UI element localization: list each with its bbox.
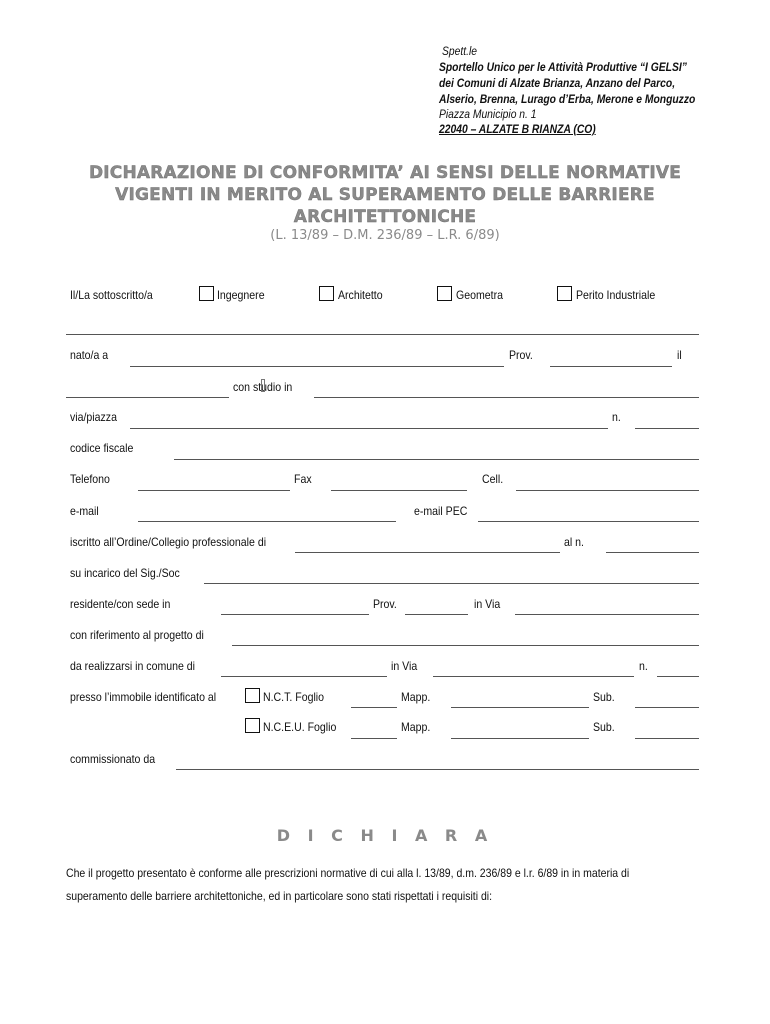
nct-foglio-field[interactable] [351, 707, 397, 708]
label-codice-fiscale: codice fiscale [70, 441, 134, 455]
checkbox-geometra[interactable] [437, 286, 452, 301]
label-prov: Prov. [509, 348, 533, 362]
checkbox-nceu[interactable] [245, 718, 260, 733]
project-field[interactable] [232, 645, 699, 646]
label-incarico: su incarico del Sig./Soc [70, 566, 180, 580]
label-nct-foglio: N.C.T. Foglio [263, 690, 325, 704]
nct-mapp-field[interactable] [451, 707, 589, 708]
email-field[interactable] [138, 521, 396, 522]
label-sub-2: Sub. [593, 720, 615, 734]
label-in-via: in Via [474, 597, 501, 611]
label-cell: Cell. [482, 472, 504, 486]
label-sottoscritto: Il/La sottoscritto/a [70, 288, 153, 302]
pec-email-field[interactable] [478, 521, 699, 522]
label-perito-industriale: Perito Industriale [576, 288, 656, 302]
project-municipality-field[interactable] [221, 676, 387, 677]
checkbox-nct[interactable] [245, 688, 260, 703]
studio-city-field[interactable] [314, 397, 699, 398]
fax-field[interactable] [331, 490, 467, 491]
address-salutation: Spett.le [442, 44, 478, 58]
label-residente: residente/con sede in [70, 597, 171, 611]
document-subtitle: (L. 13/89 – D.M. 236/89 – L.R. 6/89) [270, 228, 500, 243]
label-riferimento: con riferimento al progetto di [70, 628, 204, 642]
street-field[interactable] [130, 428, 608, 429]
commissioned-by-field[interactable] [176, 769, 699, 770]
registration-number-field[interactable] [606, 552, 699, 553]
label-prov-2: Prov. [373, 597, 397, 611]
label-sub-1: Sub. [593, 690, 615, 704]
label-mapp-2: Mapp. [401, 720, 431, 734]
label-nato-a: nato/a a [70, 348, 109, 362]
tax-code-field[interactable] [174, 459, 699, 460]
document-title-line-1: DICHARAZIONE DI CONFORMITA’ AI SENSI DELLE NORMATIVE [88, 163, 682, 183]
mobile-field[interactable] [516, 490, 699, 491]
name-field-line[interactable] [66, 334, 699, 335]
label-geometra: Geometra [456, 288, 503, 302]
label-email-pec: e-mail PEC [414, 504, 468, 518]
label-fax: Fax [294, 472, 312, 486]
label-ingegnere: Ingegnere [217, 288, 265, 302]
nct-sub-field[interactable] [635, 707, 699, 708]
label-in-via-2: in Via [391, 659, 418, 673]
birthdate-field[interactable] [66, 397, 229, 398]
address-city: 22040 – ALZATE B RIANZA (CO) [439, 122, 596, 136]
client-field[interactable] [204, 583, 699, 584]
label-architetto: Architetto [338, 288, 383, 302]
label-realizzarsi: da realizzarsi in comune di [70, 659, 196, 673]
label-al-n: al n. [564, 535, 584, 549]
label-via-piazza: via/piazza [70, 410, 117, 424]
dichiara-heading: D I C H I A R A [276, 826, 494, 845]
checkbox-perito-industriale[interactable] [557, 286, 572, 301]
nceu-sub-field[interactable] [635, 738, 699, 739]
label-telefono: Telefono [70, 472, 110, 486]
phone-field[interactable] [138, 490, 290, 491]
nceu-foglio-field[interactable] [351, 738, 397, 739]
document-title-line-2: VIGENTI IN MERITO AL SUPERAMENTO DELLE BARRIERE [115, 185, 655, 205]
project-street-field[interactable] [433, 676, 634, 677]
label-con-studio: con studio in [233, 380, 293, 394]
label-email: e-mail [70, 504, 99, 518]
label-iscritto: iscritto all’Ordine/Collegio professionale di [70, 535, 267, 549]
professional-order-field[interactable] [295, 552, 560, 553]
label-commissionato: commissionato da [70, 752, 156, 766]
label-n-2: n. [639, 659, 648, 673]
address-municipalities-2: Alserio, Brenna, Lurago d’Erba, Merone e Monguzzo [439, 92, 696, 106]
label-n: n. [612, 410, 621, 424]
declaration-paragraph-line-2: superamento delle barriere architettoniche, ed in particolare sono stati rispettati i requisiti di: [66, 889, 493, 903]
street-number-field[interactable] [635, 428, 699, 429]
birth-province-field[interactable] [550, 366, 672, 367]
label-presso: presso l’immobile identificato al [70, 690, 217, 704]
label-nceu-foglio: N.C.E.U. Foglio [263, 720, 337, 734]
checkbox-ingegnere[interactable] [199, 286, 214, 301]
residence-city-field[interactable] [221, 614, 369, 615]
label-il: il [677, 348, 682, 362]
nceu-mapp-field[interactable] [451, 738, 589, 739]
birthplace-field[interactable] [130, 366, 504, 367]
address-municipalities-1: dei Comuni di Alzate Brianza, Anzano del Parco, [439, 76, 676, 90]
checkbox-architetto[interactable] [319, 286, 334, 301]
text-cursor-marker [261, 379, 265, 392]
address-office: Sportello Unico per le Attività Produttive “I GELSI” [439, 60, 687, 74]
residence-province-field[interactable] [405, 614, 468, 615]
declaration-paragraph-line-1: Che il progetto presentato è conforme alle prescrizioni normative di cui alla l. 13/89, d.m. 236/89 e l.r. 6/89 in in materia di [66, 866, 630, 880]
address-street: Piazza Municipio n. 1 [439, 107, 537, 121]
project-number-field[interactable] [657, 676, 699, 677]
label-mapp-1: Mapp. [401, 690, 431, 704]
document-title-line-3: ARCHITETTONICHE [293, 207, 477, 227]
residence-street-field[interactable] [515, 614, 699, 615]
